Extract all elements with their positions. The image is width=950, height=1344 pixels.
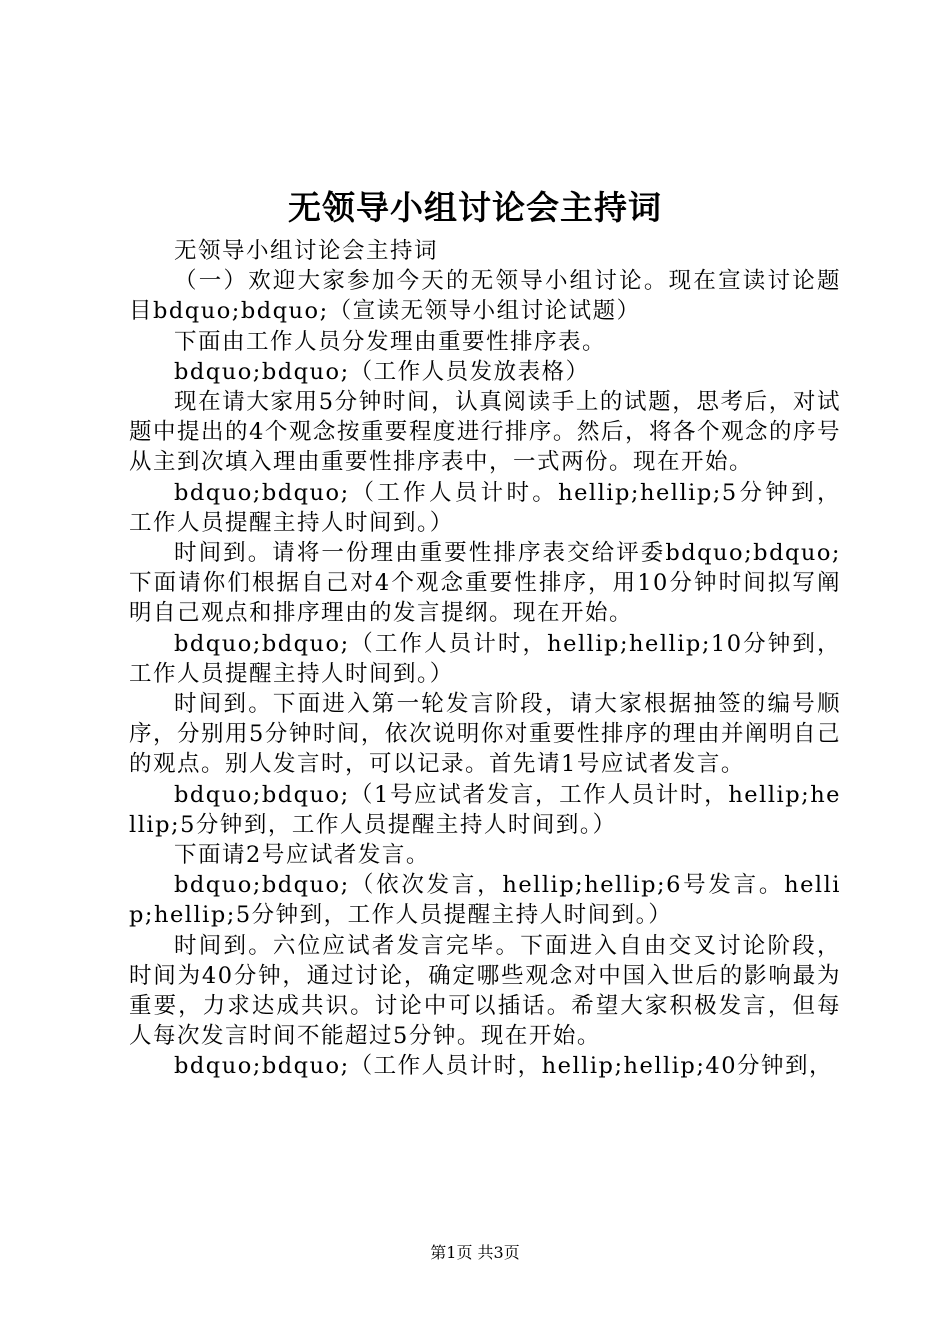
paragraph: bdquo;bdquo;（工作人员计时。hellip;hellip;5分钟到，工作人员提醒主持人时间到。）: [129, 479, 841, 536]
page-footer: 第1页 共3页: [430, 1243, 520, 1262]
paragraph: bdquo;bdquo;（工作人员计时，hellip;hellip;10分钟到，工作人员提醒主持人时间到。）: [129, 630, 841, 687]
paragraph: bdquo;bdquo;（1号应试者发言，工作人员计时，hellip;hellip;5分钟到，工作人员提醒主持人时间到。）: [129, 781, 841, 838]
paragraph: bdquo;bdquo;（工作人员计时，hellip;hellip;40分钟到，: [174, 1053, 834, 1080]
paragraph: 下面由工作人员分发理由重要性排序表。: [174, 328, 607, 355]
paragraph: bdquo;bdquo;（依次发言，hellip;hellip;6号发言。hellip;hellip;5分钟到，工作人员提醒主持人时间到。）: [129, 872, 841, 929]
paragraph: 现在请大家用5分钟时间，认真阅读手上的试题，思考后，对试题中提出的4个观念按重要程度进行排序。然后，将各个观念的序号从主到次填入理由重要性排序表中，一式两份。现在开始。: [129, 389, 841, 476]
paragraph: 时间到。下面进入第一轮发言阶段，请大家根据抽签的编号顺序，分别用5分钟时间，依次说明你对重要性排序的理由并阐明自己的观点。别人发言时，可以记录。首先请1号应试者发言。: [129, 691, 841, 778]
paragraph: （一）欢迎大家参加今天的无领导小组讨论。现在宣读讨论题目bdquo;bdquo;（宣读无领导小组讨论试题）: [129, 268, 841, 325]
paragraph: 下面请2号应试者发言。: [174, 842, 430, 869]
paragraph: 无领导小组讨论会主持词: [174, 238, 439, 264]
paragraph: bdquo;bdquo;（工作人员发放表格）: [174, 358, 590, 385]
document-title: 无领导小组讨论会主持词: [288, 188, 662, 227]
document-body: [129, 236, 841, 1082]
paragraph: 时间到。六位应试者发言完毕。下面进入自由交叉讨论阶段，时间为40分钟，通过讨论，确定哪些观念对中国入世后的影响最为重要，力求达成共识。讨论中可以插话。希望大家积极发言，但每人每次发言时间不能超过5分钟。现在开始。: [129, 932, 841, 1050]
paragraph: 时间到。请将一份理由重要性排序表交给评委bdquo;bdquo;下面请你们根据自己对4个观念重要性排序，用10分钟时间拟写阐明自己观点和排序理由的发言提纲。现在开始。: [129, 540, 841, 627]
